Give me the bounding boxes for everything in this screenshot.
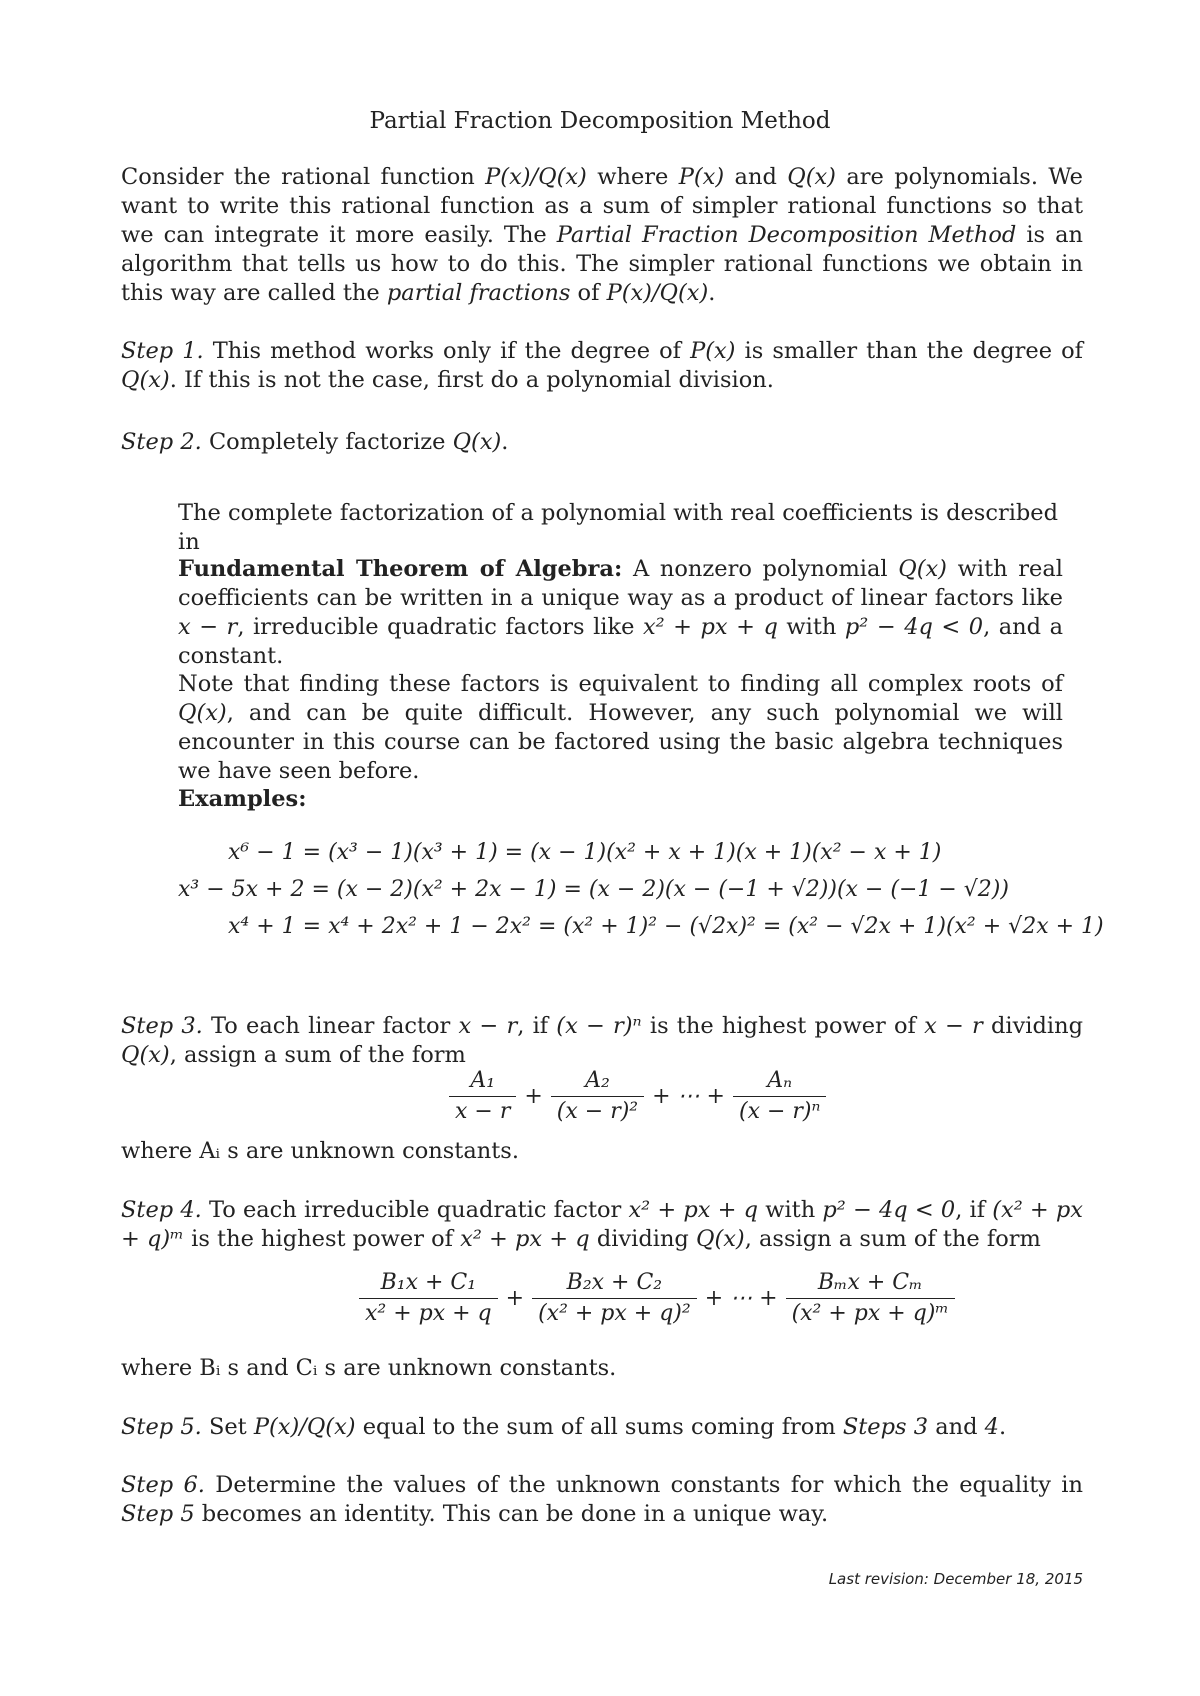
step-3-sum-formula: $\frac{\text{A₁}}{x - r}$ + $\frac{\text{A₂}}{\text{(x − r)²}}$ + ⋯ + $\frac{\text{Aₙ}}{\text{(x − r)ⁿ}}$ (445, 1068, 830, 1125)
examples-heading: Examples: (178, 786, 307, 812)
fraction-term-2: $\frac{\text{A₂}}{\text{(x − r)²}}$ (551, 1068, 644, 1125)
step-2-paragraph: Step 2. Completely factorize Q(x). (121, 429, 509, 455)
step-3-after: where Aᵢ s are unknown constants. (121, 1138, 519, 1164)
step-1-paragraph: Step 1. This method works only if the degree of P(x) is smaller than the degree of Q(x). If this is not the case, first do a polynomial division. (121, 338, 1083, 393)
intro-paragraph: Consider the rational function P(x)/Q(x) where P(x) and Q(x) are polynomials. We want to write this rational function as a sum of simpler rational functions so that we can integrate it more easily. The Partial Fraction Decomposition Method is an algorithm that tells us how to do this. The simpler rational functions we obtain in this way are called the partial fractions of P(x)/Q(x). (121, 164, 1084, 306)
step-2-label: Step 2. (121, 429, 202, 455)
step-6-paragraph: Step 6. Determine the values of the unknown constants for which the equality in Step 5 becomes an identity. This can be done in a unique way. (121, 1472, 1083, 1527)
example-equation-1: x⁶ − 1 = (x³ − 1)(x³ + 1) = (x − 1)(x² + x + 1)(x + 1)(x² − x + 1) (228, 840, 942, 865)
step-4-after: where Bᵢ s and Cᵢ s are unknown constants. (121, 1355, 617, 1381)
fundamental-theorem: Fundamental Theorem of Algebra: A nonzero polynomial Q(x) with real coefficients can be written in a unique way as a product of linear factors like x − r, irreducible quadratic factors like x² + px + q with p² − 4q < 0, and a constant. (178, 556, 1063, 669)
step-5-paragraph: Step 5. Set P(x)/Q(x) equal to the sum of all sums coming from Steps 3 and 4. (121, 1414, 1007, 1440)
example-equation-2: x³ − 5x + 2 = (x − 2)(x² + 2x − 1) = (x − 2)(x − (−1 + √2))(x − (−1 − √2)) (178, 877, 1009, 902)
last-revision-footer: Last revision: December 18, 2015 (828, 1570, 1083, 1588)
page-title: Partial Fraction Decomposition Method (369, 108, 831, 134)
step-1-label: Step 1. (121, 338, 204, 364)
factorization-intro: The complete factorization of a polynomial with real coefficients is described in (178, 500, 1059, 555)
theorem-name: Fundamental Theorem of Algebra: (178, 556, 623, 582)
step-6-label: Step 6. (121, 1472, 205, 1498)
fraction-term-1: $\frac{\text{B₁x + C₁}}{\text{x² + px + q}}$ (359, 1270, 498, 1327)
example-equation-3: x⁴ + 1 = x⁴ + 2x² + 1 − 2x² = (x² + 1)² − (√2x)² = (x² − √2x + 1)(x² + √2x + 1) (228, 914, 1104, 939)
step-4-label: Step 4. (121, 1197, 202, 1223)
fraction-term-n: $\frac{\text{Aₙ}}{\text{(x − r)ⁿ}}$ (733, 1068, 826, 1125)
step-5-label: Step 5. (121, 1414, 202, 1440)
note-paragraph: Note that finding these factors is equivalent to finding all complex roots of Q(x), and can be quite difficult. However, any such polynomial we will encounter in this course can be factored using the basic algebra techniques we have seen before. (178, 671, 1063, 784)
step-3-label: Step 3. (121, 1013, 203, 1039)
step-3-paragraph: Step 3. To each linear factor x − r, if (x − r)ⁿ is the highest power of x − r dividing Q(x), assign a sum of the form (121, 1013, 1083, 1068)
step-4-sum-formula: $\frac{\text{B₁x + C₁}}{\text{x² + px + q}}$ + $\frac{\text{B₂x + C₂}}{\text{(x² + px + q)²}}$ + ⋯ + $\frac{\text{Bₘx + Cₘ}}{\text{(x² + px + q)ᵐ}}$ (355, 1270, 959, 1327)
step-4-paragraph: Step 4. To each irreducible quadratic factor x² + px + q with p² − 4q < 0, if (x² + px + q)ᵐ is the highest power of x² + px + q dividing Q(x), assign a sum of the form (121, 1197, 1083, 1252)
fraction-term-m: $\frac{\text{Bₘx + Cₘ}}{\text{(x² + px + q)ᵐ}}$ (786, 1270, 955, 1327)
fraction-term-2: $\frac{\text{B₂x + C₂}}{\text{(x² + px + q)²}}$ (532, 1270, 697, 1327)
fraction-term-1: $\frac{\text{A₁}}{x - r}$ (449, 1068, 516, 1125)
